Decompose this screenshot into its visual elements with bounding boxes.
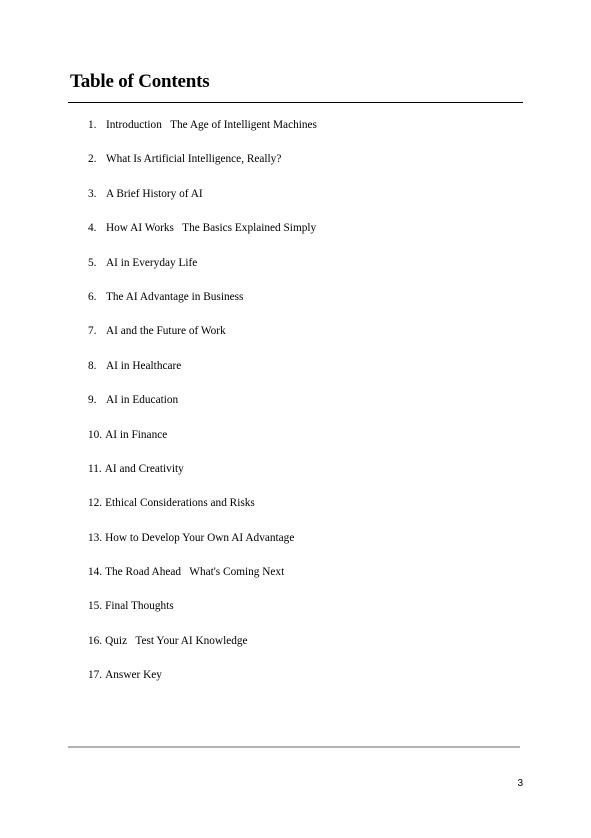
table-of-contents-list: [88, 118, 317, 703]
toc-entry-number: 10.: [88, 428, 103, 441]
page-number: 3: [517, 778, 523, 789]
toc-entry-17[interactable]: [88, 668, 317, 702]
toc-entry-number: 6.: [88, 290, 97, 303]
title-divider: [68, 102, 523, 103]
toc-entry-number: 16.: [88, 634, 103, 647]
toc-entry-16[interactable]: [88, 634, 317, 668]
toc-entry-11[interactable]: [88, 462, 317, 496]
toc-entry-6[interactable]: [88, 290, 317, 324]
toc-entry-2[interactable]: [88, 152, 317, 186]
toc-entry-title: A Brief History of AI: [106, 187, 203, 200]
toc-entry-number: 4.: [88, 222, 97, 235]
toc-entry-number: 1.: [88, 119, 97, 131]
toc-entry-title: Answer Key: [105, 669, 162, 682]
toc-entry-title: How AI Works The Basics Explained Simply: [106, 222, 317, 235]
toc-entry-number: 7.: [88, 325, 97, 338]
toc-entry-title: AI and the Future of Work: [106, 325, 226, 338]
toc-entry-14[interactable]: [88, 565, 317, 599]
toc-entry-number: 14.: [88, 566, 103, 579]
toc-entry-number: 17.: [88, 669, 103, 682]
toc-entry-title: Quiz Test Your AI Knowledge: [105, 634, 248, 647]
toc-entry-number: 11.: [88, 462, 102, 475]
toc-entry-title: Final Thoughts: [105, 600, 174, 613]
toc-entry-title: How to Develop Your Own AI Advantage: [105, 531, 295, 544]
toc-entry-title: AI in Everyday Life: [106, 256, 198, 269]
toc-entry-15[interactable]: [88, 599, 317, 633]
toc-entry-title: The Road Ahead What's Coming Next: [105, 566, 285, 579]
toc-entry-number: 9.: [88, 394, 97, 407]
toc-entry-number: 15.: [88, 600, 103, 613]
page-title: Table of Contents: [70, 71, 210, 92]
toc-entry-title: Introduction The Age of Intelligent Machines: [106, 119, 317, 131]
toc-entry-title: AI in Finance: [105, 428, 168, 441]
toc-entry-title: AI in Healthcare: [106, 359, 182, 372]
toc-entry-13[interactable]: [88, 531, 317, 565]
toc-entry-title: The AI Advantage in Business: [106, 290, 244, 303]
toc-entry-number: 5.: [88, 256, 97, 269]
toc-entry-4[interactable]: [88, 221, 317, 255]
toc-entry-number: 13.: [88, 531, 103, 544]
toc-entry-number: 12.: [88, 497, 103, 510]
toc-entry-5[interactable]: [88, 256, 317, 290]
footer-divider: [68, 746, 520, 748]
toc-entry-title: AI and Creativity: [104, 462, 184, 475]
toc-entry-title: Ethical Considerations and Risks: [105, 497, 255, 510]
toc-entry-7[interactable]: [88, 324, 317, 358]
toc-entry-1[interactable]: [88, 118, 317, 152]
toc-entry-8[interactable]: [88, 359, 317, 393]
toc-entry-number: 8.: [88, 359, 97, 372]
toc-entry-title: What Is Artificial Intelligence, Really?: [106, 153, 282, 166]
toc-entry-number: 2.: [88, 153, 97, 166]
toc-entry-12[interactable]: [88, 496, 317, 530]
toc-entry-10[interactable]: [88, 428, 317, 462]
toc-entry-number: 3.: [88, 187, 97, 200]
toc-entry-title: AI in Education: [106, 394, 179, 407]
toc-entry-3[interactable]: [88, 187, 317, 221]
toc-entry-9[interactable]: [88, 393, 317, 427]
